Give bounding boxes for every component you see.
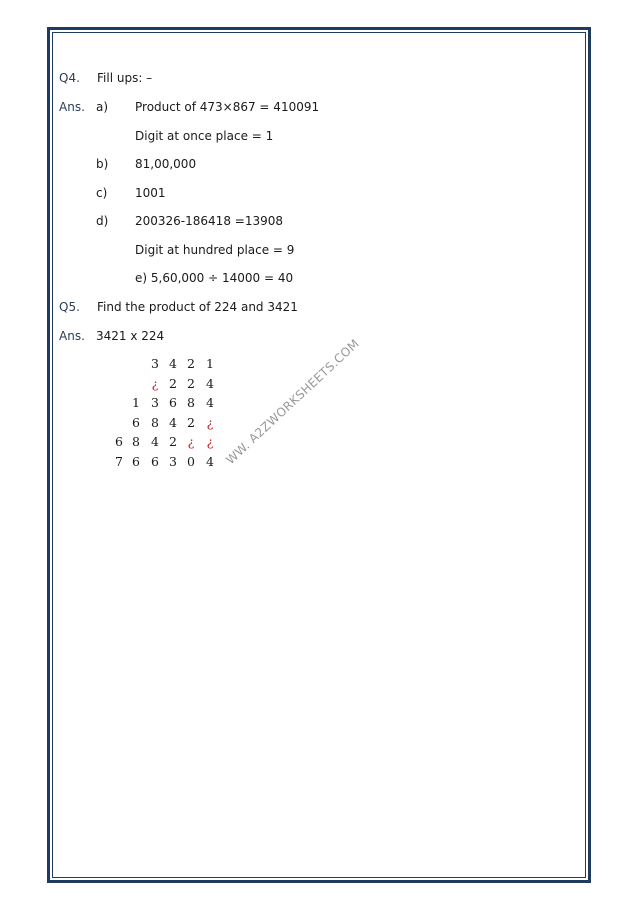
calc-digit: 8 (187, 395, 195, 411)
q5-title: Find the product of 224 and 3421 (97, 300, 298, 314)
calc-digit: 6 (151, 454, 159, 469)
calc-digit: 4 (206, 375, 214, 391)
q4-item-a-text: Product of 473×867 = 410091 (135, 100, 320, 114)
calc-digit: 6 (115, 434, 123, 450)
calc-digit: 2 (187, 375, 195, 391)
q5-answer: 3421 x 224 (96, 329, 165, 343)
q5-answer-label: Ans. (59, 329, 85, 343)
calc-digit: 4 (169, 356, 177, 371)
q4-answer-label: Ans. (59, 100, 85, 114)
calc-digit: ¿ (151, 375, 159, 391)
calc-digit: 6 (132, 414, 140, 430)
q4-item-d-sub: Digit at hundred place = 9 (135, 243, 295, 257)
calc-digit: 2 (187, 414, 195, 430)
q4-item-c-key: c) (96, 186, 108, 200)
multiplication-working (114, 357, 224, 477)
q4-item-c-text: 1001 (135, 186, 166, 200)
calc-digit: 1 (206, 356, 214, 371)
calc-digit: 6 (132, 454, 140, 469)
calc-digit: 0 (187, 454, 195, 469)
calc-digit: 1 (132, 395, 140, 411)
calc-digit: 4 (206, 454, 214, 469)
q4-item-a-sub: Digit at once place = 1 (135, 129, 274, 143)
calc-digit: 3 (169, 454, 177, 469)
watermark: WW. A2ZWORKSHEETS.COM (223, 336, 362, 468)
q4-item-d-key: d) (96, 214, 109, 228)
q4-item-e-text: e) 5,60,000 ÷ 14000 = 40 (135, 271, 294, 285)
q4-item-a-key: a) (96, 100, 109, 114)
q4-item-b-key: b) (96, 157, 109, 171)
calc-digit: ¿ (187, 434, 195, 450)
q4-title: Fill ups: – (97, 71, 153, 85)
calc-digit: 8 (132, 434, 140, 450)
calc-digit: 8 (151, 414, 159, 430)
calc-digit: 4 (151, 434, 159, 450)
calc-digit: 4 (169, 414, 177, 430)
q5-label: Q5. (59, 300, 80, 314)
calc-digit: 2 (187, 356, 195, 371)
q4-item-d-text: 200326-186418 =13908 (135, 214, 283, 228)
calc-digit: 2 (169, 375, 177, 391)
calc-digit: ¿ (206, 434, 214, 450)
calc-digit: 7 (115, 454, 123, 469)
q4-label: Q4. (59, 71, 80, 85)
calc-digit: 3 (151, 395, 159, 411)
calc-digit: 3 (151, 356, 159, 371)
calc-digit: 2 (169, 434, 177, 450)
q4-item-b-text: 81,00,000 (135, 157, 197, 171)
calc-digit: 4 (206, 395, 214, 411)
calc-digit: 6 (169, 395, 177, 411)
calc-digit: ¿ (206, 414, 214, 430)
